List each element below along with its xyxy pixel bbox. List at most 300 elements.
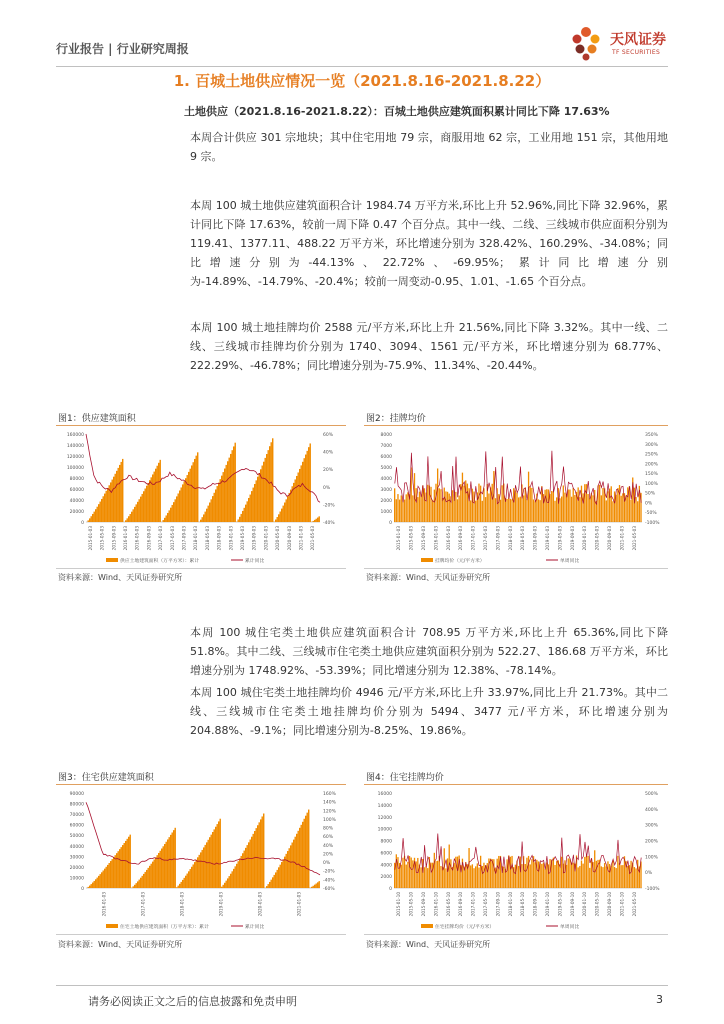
bar [589,498,590,522]
bar [513,488,514,522]
bar [268,450,269,522]
bar [503,867,504,888]
bar [454,863,455,888]
bar [107,488,108,522]
bar [579,497,580,522]
y-tick-left: 6000 [380,851,392,857]
bar [473,492,474,522]
bar [175,828,176,888]
bar [301,825,302,888]
bar [146,870,147,888]
bar [172,505,173,522]
bar [167,513,168,522]
y-tick-left: 10000 [69,876,84,882]
bar [295,479,296,522]
bar [136,504,137,522]
x-tick: 2017-05-03 [483,526,488,551]
x-tick: 2019-09-10 [569,892,575,917]
bar [571,863,572,888]
bar [248,498,249,522]
x-tick: 2021-05-03 [631,526,637,551]
bar [163,846,164,888]
legend-line-label: 累计同比 [245,925,265,930]
bar [170,508,171,522]
y-tick-right: 200% [645,462,658,468]
figure-3-title: 图3：住宅供应建筑面积 [58,773,154,783]
bar [402,858,403,888]
x-tick: 2019-09-03 [569,526,575,551]
bar [218,821,219,888]
bar [179,884,180,888]
bar [205,512,206,522]
x-tick: 2018-05-03 [204,526,210,551]
bar [176,887,177,888]
y-tick-right: 100% [645,855,658,861]
paragraph-residential-area: 本周 100 城住宅类土地供应建筑面积合计 708.95 万平方米,环比上升 65.36%,同比下降 51.8%。其中二线、三线城市住宅类土地供应建筑面积分别为 522.27、186.68 万平方米，环比增速分别为 1748.92%、-53.39%；同比增速分别为 12.38%、-78.14%。 [190,626,668,677]
bar [515,865,516,888]
x-tick: 2017-05-10 [483,892,488,917]
bar [214,829,215,888]
bar [463,486,464,522]
bar [630,861,631,888]
x-tick: 2017-01-10 [470,892,476,917]
x-tick: 2021-01-03 [298,526,304,551]
y-tick-right: 300% [645,442,658,448]
y-tick-right: 350% [645,433,658,438]
figure-1-title: 图1：供应建筑面积 [58,414,136,424]
bar [245,505,246,522]
x-tick: 2019-01-10 [545,892,550,917]
bar [612,501,613,522]
bar [432,500,433,522]
bar [511,856,512,888]
y-tick-left: 0 [81,521,84,526]
x-tick: 2019-01-03 [545,526,550,551]
bar [445,491,446,522]
x-tick: 2021-01-03 [619,526,625,551]
bar [122,845,123,888]
bar [472,864,473,888]
bar [134,507,135,522]
bar [121,462,122,522]
bar [604,863,605,888]
legend-bar-swatch [421,924,433,928]
bar [412,495,413,522]
bar [149,480,150,522]
bar [586,856,587,888]
bar [447,492,448,522]
bar [419,492,420,522]
bar [308,447,309,522]
bar [224,469,225,522]
bar [556,861,557,888]
bar [498,856,499,888]
y-tick-left: 0 [81,887,84,892]
y-tick-right: 0% [645,501,653,507]
bar [302,822,303,888]
bar [394,488,395,522]
bar [442,498,443,522]
y-tick-right: 300% [645,823,658,829]
bar [145,489,146,522]
bar [119,849,120,888]
bar [182,880,183,888]
bar [239,517,240,522]
bar [406,865,407,888]
bar [435,861,436,888]
bar [530,487,531,522]
x-tick: 2015-09-10 [421,892,426,917]
bar [602,488,603,522]
bar [299,828,300,888]
bar [401,495,402,522]
bar [169,510,170,522]
bar [526,499,527,522]
y-tick-right: 250% [645,452,658,458]
y-tick-left: 1000 [380,510,392,515]
x-tick: 2015-01-10 [396,892,402,917]
bar [611,486,612,522]
bar [587,494,588,522]
x-tick: 2020-01-03 [582,526,588,551]
bar [582,493,583,522]
bar [568,489,569,522]
bar [233,869,234,888]
bar [584,857,585,888]
bar [589,868,590,888]
bar [262,466,263,522]
bar [553,491,554,522]
bar [528,856,529,888]
bar [143,874,144,888]
figure-4-bottom-rule [364,934,668,935]
bar [606,866,607,888]
bar [154,472,155,522]
bar [523,495,524,522]
bar [193,864,194,888]
bar [118,851,119,888]
bar [226,881,227,888]
bar [178,493,179,522]
bar [112,480,113,522]
bar [134,885,135,888]
bar [553,858,554,888]
bar [106,491,107,522]
bar [119,465,120,522]
bar [627,866,628,888]
x-tick: 2019-01-03 [228,526,234,551]
bar [445,868,446,888]
bar [91,884,92,888]
bar [592,495,593,522]
bar [221,887,222,888]
bar [256,828,257,888]
bar [404,856,405,888]
y-tick-right: 0% [323,861,331,867]
bar [242,853,243,888]
y-tick-left: 80000 [69,802,84,808]
y-tick-left: 16000 [377,792,392,797]
bar [223,885,224,888]
bar [128,516,129,522]
x-tick: 2020-01-03 [263,526,269,551]
bar [587,856,588,888]
x-tick: 2017-09-03 [181,526,187,551]
bar [521,864,522,888]
bar [107,865,108,888]
bar [304,819,305,888]
bar [531,488,532,522]
bar [299,469,300,522]
bar [143,491,144,522]
y-tick-right: 20% [323,852,334,858]
bar [407,862,408,888]
bar [510,499,511,522]
y-tick-left: 5000 [380,466,392,471]
bar [319,516,320,522]
logo-name-cn: 天风证券 [610,32,666,48]
bar [455,492,456,522]
bar [203,847,204,888]
bar [311,887,312,888]
y-tick-right: -20% [323,503,335,509]
bar [617,856,618,888]
bar [619,863,620,888]
bar [170,835,171,888]
bar [406,494,407,522]
bar [215,489,216,522]
bar [289,493,290,522]
x-tick: 2016-01-03 [101,892,107,917]
x-tick: 2015-09-03 [421,526,426,551]
bar [212,832,213,888]
bar [578,867,579,888]
bar [280,512,281,522]
bar [118,468,119,522]
bar [265,458,266,522]
legend-bar-label: 住宅挂牌均价（元/平方米） [435,925,495,930]
bar [543,863,544,888]
x-tick: 2017-05-03 [169,526,175,551]
bar [622,865,623,888]
bar [526,858,527,888]
figure-1-chart [56,428,346,568]
bar [188,871,189,888]
bar [298,831,299,888]
y-tick-right: -20% [323,869,335,875]
bar [229,876,230,888]
bar [203,514,204,522]
bar [470,865,471,888]
bar [488,494,489,522]
bar [554,865,555,888]
bar-series [394,467,642,522]
bar [477,863,478,888]
y-tick-left: 60000 [69,823,84,829]
bar [161,849,162,888]
bar [462,473,463,522]
x-tick: 2018-05-10 [520,892,526,917]
bar [424,867,425,888]
bar [235,443,236,522]
figure-4-chart [364,787,668,934]
bar [172,832,173,888]
bar [92,514,93,522]
bar [164,844,165,888]
bar [140,878,141,888]
bar [272,438,273,522]
bar [278,514,279,522]
bar [104,869,105,888]
bar [606,500,607,522]
x-tick: 2018-09-03 [216,526,222,551]
x-tick: 2016-09-03 [146,526,152,551]
bar [139,880,140,888]
bar [596,861,597,888]
bar [420,495,421,522]
bar [635,497,636,522]
bar [637,501,638,522]
bar [121,847,122,888]
bar [194,862,195,888]
x-tick: 2016-09-03 [458,526,464,551]
bar [554,501,555,522]
bar-series [88,810,320,888]
bar [160,851,161,888]
bar [518,497,519,522]
legend-line-label: 单周同比 [560,925,580,930]
bar [88,520,89,522]
bar [145,872,146,888]
x-tick: 2015-05-03 [99,526,105,551]
bar [271,880,272,888]
figure-2-title: 图2：挂牌均价 [366,414,426,424]
bar [581,861,582,888]
x-tick: 2017-09-03 [495,526,501,551]
bar [275,520,276,522]
paragraph-listing-price: 本周 100 城土地挂牌均价 2588 元/平方米,环比上升 21.56%,同比下降 3.32%。其中一线、二线、三线城市挂牌均价分别为 1740、3094、1561 元/平方米，环比增速分别为 68.77%、222.29%、-46.78%；同比增速分别为-75.9%、11.34%、-20.44%。 [190,321,668,372]
bar [181,487,182,522]
bar [525,864,526,888]
x-tick: 2017-01-03 [470,526,476,551]
x-tick: 2020-05-03 [275,526,281,551]
bar [622,493,623,522]
bar [200,852,201,888]
y-tick-left: 2000 [380,499,392,504]
bar [92,883,93,888]
bar [284,503,285,522]
bar [292,843,293,888]
bar [268,884,269,888]
y-tick-left: 12000 [377,815,392,821]
y-tick-right: 20% [323,468,334,474]
y-tick-left: 120000 [66,455,84,460]
bar [506,499,507,522]
bar [535,862,536,888]
y-tick-left: 2000 [380,875,392,881]
bar [115,474,116,522]
bar [200,520,201,522]
figure-3-chart [56,787,346,934]
bar [259,473,260,522]
bar [106,867,107,888]
bar [202,517,203,522]
bar [242,511,243,522]
bar [493,859,494,888]
bar [91,516,92,522]
bar [127,518,128,522]
figure-4-title: 图4：住宅挂牌均价 [366,773,444,783]
bar [602,867,603,888]
bar [412,860,413,888]
bar [417,497,418,522]
x-tick: 2020-05-03 [594,526,600,551]
bar [293,840,294,888]
bar [397,494,398,522]
bar [149,866,150,888]
y-tick-left: 8000 [380,839,392,845]
bar [238,861,239,888]
bar [634,867,635,888]
bar [578,487,579,522]
bar [404,500,405,522]
bar [211,499,212,522]
legend-bar-swatch [106,924,118,928]
bar [546,862,547,888]
bar [182,484,183,522]
bar [244,508,245,522]
figure-2-bottom-rule [364,568,668,569]
x-tick: 2016-01-03 [122,526,128,551]
x-tick: 2020-09-03 [286,526,292,551]
bar [601,866,602,888]
bar [625,496,626,522]
bar [314,520,315,522]
bar [193,462,194,522]
x-tick: 2018-09-03 [532,526,538,551]
bar [254,484,255,522]
bar [164,518,165,522]
legend-bar-label: 住宅土地供应建筑面积（万平方米）：累计 [120,925,209,930]
figure-2-top-rule [364,425,668,426]
bar [110,861,111,888]
bar [208,840,209,888]
bar [616,868,617,888]
bar [501,485,502,522]
figure-3-bottom-rule [56,934,346,935]
bar [308,810,309,888]
bar [437,861,438,888]
bar [538,861,539,888]
y-tick-right: 100% [323,817,336,823]
bar [226,465,227,522]
bar [247,845,248,888]
bar [254,831,255,888]
bar [607,861,608,888]
bar [262,816,263,888]
y-tick-left: 4000 [380,863,392,869]
bar [175,499,176,522]
x-tick: 2018-01-03 [507,526,513,551]
bar [211,835,212,888]
y-tick-left: 20000 [69,865,84,871]
bar [263,813,264,888]
bar [544,869,545,888]
bar [475,866,476,888]
bar [247,501,248,522]
x-tick: 2018-01-10 [507,892,513,917]
bar [569,859,570,888]
